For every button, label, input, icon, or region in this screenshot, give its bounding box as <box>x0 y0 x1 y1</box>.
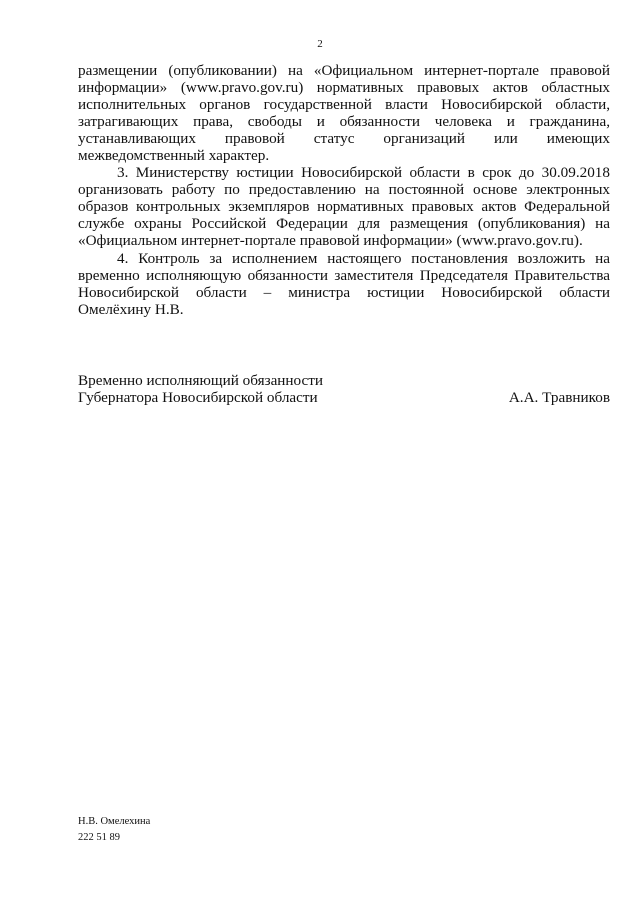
text-line: затрагивающих права, свободы и обязанности человека и гражданина, <box>78 113 610 130</box>
signer-name: А.А. Травников <box>508 389 610 406</box>
text-line: организовать работу по предоставлению на постоянной основе электронных <box>78 181 610 198</box>
text-line: Омелёхину Н.В. <box>78 301 184 318</box>
signer-position-line-2: Губернатора Новосибирской области <box>78 389 318 406</box>
text-line: 4. Контроль за исполнением настоящего постановления возложить на <box>117 250 610 267</box>
text-line: службе охраны Российской Федерации для размещения (опубликования) на <box>78 215 610 232</box>
text-line: образов контрольных экземпляров нормативных правовых актов Федеральной <box>78 198 610 215</box>
page-number: 2 <box>317 38 323 50</box>
text-line: устанавливающих правовой статус организаций или имеющих <box>78 130 610 147</box>
text-line: «Официальном интернет-портале правовой информации» (www.pravo.gov.ru). <box>78 232 583 249</box>
text-line: Новосибирской области – министра юстиции Новосибирской области <box>78 284 610 301</box>
executor-name: Н.В. Омелехина <box>78 816 151 827</box>
signer-position-line-1: Временно исполняющий обязанности <box>78 372 324 389</box>
text-line: временно исполняющую обязанности заместителя Председателя Правительства <box>78 267 610 284</box>
text-line: межведомственный характер. <box>78 147 270 164</box>
text-line: размещении (опубликовании) на «Официальном интернет-портале правовой <box>78 62 610 79</box>
text-line: 3. Министерству юстиции Новосибирской области в срок до 30.09.2018 <box>117 164 610 181</box>
text-line: информации» (www.pravo.gov.ru) нормативных правовых актов областных <box>78 79 610 96</box>
executor-phone: 222 51 89 <box>78 832 120 843</box>
text-line: исполнительных органов государственной власти Новосибирской области, <box>78 96 610 113</box>
